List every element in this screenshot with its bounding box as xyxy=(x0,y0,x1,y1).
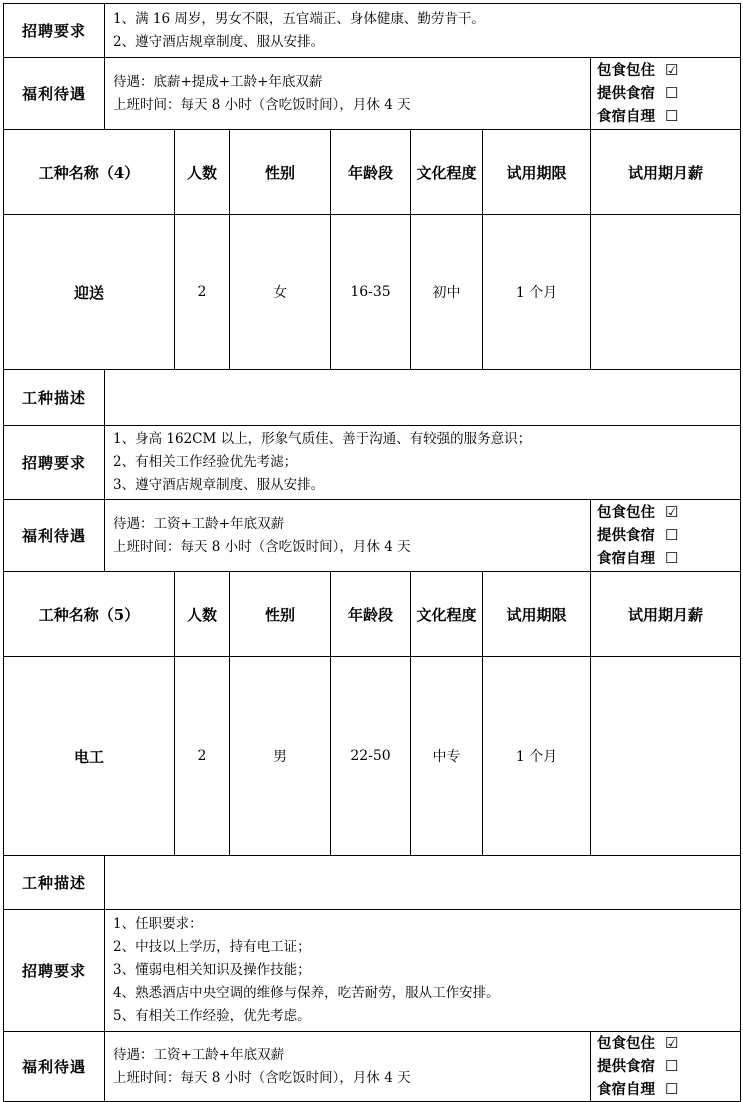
job-name: 电工 xyxy=(4,657,175,856)
benefit-option-self: 食宿自理 ☐ xyxy=(597,547,734,570)
requirement-line: 3、遵守酒店规章制度、服从安排。 xyxy=(113,477,325,493)
checkbox-checked-icon: ☑ xyxy=(665,1034,679,1052)
header-education: 文化程度 xyxy=(411,130,483,215)
job-gender: 女 xyxy=(230,215,331,370)
job-header-row xyxy=(4,572,741,657)
job-probation: 1 个月 xyxy=(483,215,591,370)
benefits-text xyxy=(105,500,591,572)
benefit-options xyxy=(591,1032,741,1102)
benefit-option-provided: 提供食宿 ☐ xyxy=(597,82,734,105)
requirements-label: 招聘要求 xyxy=(4,426,105,500)
benefits-label: 福利待遇 xyxy=(4,58,105,130)
job-name: 迎送 xyxy=(4,215,175,370)
job-probation-salary xyxy=(591,215,741,370)
benefit-option-self: 食宿自理 ☐ xyxy=(597,1078,734,1101)
description-label: 工种描述 xyxy=(4,856,105,910)
requirement-line: 2、有相关工作经验优先考滤； xyxy=(113,454,298,470)
benefit-options xyxy=(591,58,741,130)
header-probation: 试用期限 xyxy=(483,130,591,215)
job-data-row xyxy=(4,215,741,370)
requirement-line: 3、懂弱电相关知识及操作技能； xyxy=(113,962,311,978)
requirements-text xyxy=(105,910,741,1032)
job-education: 初中 xyxy=(411,215,483,370)
job-listing-table xyxy=(3,3,741,1102)
job-count: 2 xyxy=(175,215,230,370)
header-probation: 试用期限 xyxy=(483,572,591,657)
job-education: 中专 xyxy=(411,657,483,856)
benefits-row xyxy=(4,58,741,130)
requirements-row xyxy=(4,4,741,58)
benefits-text xyxy=(105,58,591,130)
job-count: 2 xyxy=(175,657,230,856)
benefit-option-board-lodging: 包食包住 ☑ xyxy=(597,501,734,524)
header-gender: 性别 xyxy=(230,572,331,657)
benefit-options xyxy=(591,500,741,572)
job-gender: 男 xyxy=(230,657,331,856)
benefits-label: 福利待遇 xyxy=(4,500,105,572)
description-row xyxy=(4,856,741,910)
benefit-option-provided: 提供食宿 ☐ xyxy=(597,1055,734,1078)
header-gender: 性别 xyxy=(230,130,331,215)
benefits-line: 上班时间：每天 8 小时（含吃饭时间），月休 4 天 xyxy=(113,1069,411,1086)
requirements-row xyxy=(4,910,741,1032)
checkbox-checked-icon: ☑ xyxy=(665,503,679,521)
requirements-text xyxy=(105,4,741,58)
requirements-label: 招聘要求 xyxy=(4,4,105,58)
benefit-option-board-lodging: 包食包住 ☑ xyxy=(597,59,734,82)
benefits-row xyxy=(4,1032,741,1102)
benefits-line: 待遇：工资+工龄+年底双薪 xyxy=(113,1046,285,1063)
benefit-option-board-lodging: 包食包住 ☑ xyxy=(597,1032,734,1055)
checkbox-unchecked-icon: ☐ xyxy=(665,107,679,125)
checkbox-unchecked-icon: ☐ xyxy=(665,549,679,567)
description-text xyxy=(105,856,741,910)
checkbox-unchecked-icon: ☐ xyxy=(665,1080,679,1098)
job-probation-salary xyxy=(591,657,741,856)
header-age: 年龄段 xyxy=(331,130,411,215)
job-title: 工种名称（4） xyxy=(4,130,175,215)
description-text xyxy=(105,370,741,426)
benefit-option-provided: 提供食宿 ☐ xyxy=(597,524,734,547)
job-age: 22-50 xyxy=(331,657,411,856)
job-header-row xyxy=(4,130,741,215)
description-row xyxy=(4,370,741,426)
job-data-row xyxy=(4,657,741,856)
benefits-line: 待遇：底薪+提成+工龄+年底双薪 xyxy=(113,73,323,90)
description-label: 工种描述 xyxy=(4,370,105,426)
requirement-line: 2、中技以上学历，持有电工证； xyxy=(113,939,311,955)
checkbox-unchecked-icon: ☐ xyxy=(665,84,679,102)
checkbox-unchecked-icon: ☐ xyxy=(665,1057,679,1075)
header-education: 文化程度 xyxy=(411,572,483,657)
checkbox-checked-icon: ☑ xyxy=(665,61,679,79)
requirement-line: 2、遵守酒店规章制度、服从安排。 xyxy=(113,33,325,50)
job-title: 工种名称（5） xyxy=(4,572,175,657)
header-count: 人数 xyxy=(175,572,230,657)
benefits-line: 上班时间：每天 8 小时（含吃饭时间），月休 4 天 xyxy=(113,538,411,555)
header-probation-salary: 试用期月薪 xyxy=(591,572,741,657)
checkbox-unchecked-icon: ☐ xyxy=(665,526,679,544)
header-count: 人数 xyxy=(175,130,230,215)
benefit-option-self: 食宿自理 ☐ xyxy=(597,105,734,128)
job-probation: 1 个月 xyxy=(483,657,591,856)
header-probation-salary: 试用期月薪 xyxy=(591,130,741,215)
benefits-line: 上班时间：每天 8 小时（含吃饭时间），月休 4 天 xyxy=(113,96,411,113)
requirements-row xyxy=(4,426,741,500)
requirement-line: 1、满 16 周岁，男女不限，五官端正、身体健康、勤劳肯干。 xyxy=(113,10,485,27)
requirements-text xyxy=(105,426,741,500)
requirement-line: 4、熟悉酒店中央空调的维修与保养，吃苦耐劳，服从工作安排。 xyxy=(113,985,500,1001)
requirement-line: 1、任职要求： xyxy=(113,916,203,932)
benefits-text xyxy=(105,1032,591,1102)
benefits-label: 福利待遇 xyxy=(4,1032,105,1102)
benefits-line: 待遇：工资+工龄+年底双薪 xyxy=(113,515,285,532)
requirements-label: 招聘要求 xyxy=(4,910,105,1032)
header-age: 年龄段 xyxy=(331,572,411,657)
benefits-row xyxy=(4,500,741,572)
requirement-line: 5、有相关工作经验，优先考虑。 xyxy=(113,1008,311,1024)
job-age: 16-35 xyxy=(331,215,411,370)
requirement-line: 1、身高 162CM 以上，形象气质佳、善于沟通、有较强的服务意识； xyxy=(113,431,532,447)
